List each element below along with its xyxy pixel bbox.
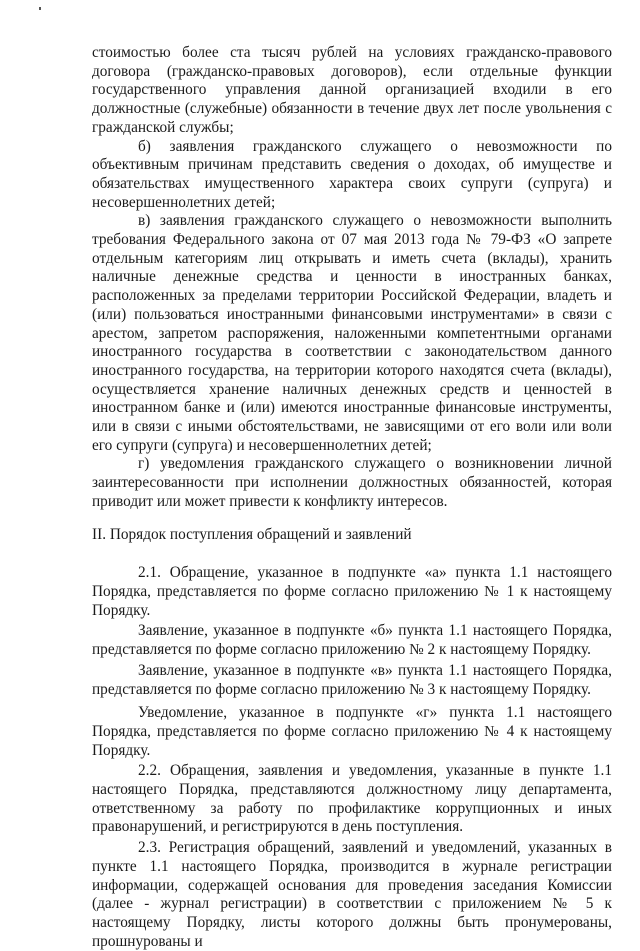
paragraph-b: б) заявления гражданского служащего о невозможности по объективным причинам представить сведения о доходах, об имуществе и обязательствах имущественного характера своих супруги (супруга) и несовершеннолетних детей; — [92, 137, 612, 211]
paragraph-a-continuation: стоимостью более ста тысяч рублей на условиях гражданско-правового договора (гражданско-правовых договоров), если отдельные функции государственного управления данной организацией входили в его должностные (служебные) обязанности в течение двух лет после увольнения с гражданской службы; — [92, 44, 612, 136]
paragraph-2-1-v: Заявление, указанное в подпункте «в» пункта 1.1 настоящего Порядка, представляется по форме согласно приложению № 3 к настоящему Порядку. — [92, 661, 612, 698]
paragraph-2-3: 2.3. Регистрация обращений, заявлений и уведомлений, указанных в пункте 1.1 настоящего Порядка, производится в журнале регистрации информации, содержащей основания для проведения заседания Комиссии (далее - журнал регистрации) в соответствии с приложением № 5 к настоящему Порядку, листы которого должны быть пронумерованы, прошнурованы и — [92, 839, 612, 950]
scan-speck — [39, 7, 41, 10]
document-body — [92, 44, 612, 951]
paragraph-2-2: 2.2. Обращения, заявления и уведомления, указанные в пункте 1.1 настоящего Порядка, представляются должностному лицу департамента, ответственному за работу по профилактике коррупционных и иных правонарушений, и регистрируются в день поступления. — [92, 762, 612, 836]
paragraph-g: г) уведомления гражданского служащего о возникновении личной заинтересованности при исполнении должностных обязанностей, которая приводит или может привести к конфликту интересов. — [92, 455, 612, 510]
section-heading: II. Порядок поступления обращений и заявлений — [92, 525, 412, 543]
paragraph-2-1-g: Уведомление, указанное в подпункте «г» пункта 1.1 настоящего Порядка, представляется по форме согласно приложению № 4 к настоящему Порядку. — [92, 704, 612, 759]
paragraph-2-1-b: Заявление, указанное в подпункте «б» пункта 1.1 настоящего Порядка, представляется по форме согласно приложению № 2 к настоящему Порядку. — [92, 622, 612, 659]
paragraph-v: в) заявления гражданского служащего о невозможности выполнить требования Федерального закона от 07 мая 2013 года № 79-ФЗ «О запрете отдельным категориям лиц открывать и иметь счета (вклады), хранить наличные денежные средства и ценности в иностранных банках, расположенных за пределами территории Российской Федерации, владеть и (или) пользоваться иностранными финансовыми инструментами» в связи с арестом, запретом распоряжения, наложенными компетентными органами иностранного государства в соответствии с законодательством данного иностранного государства, на территории которого находятся счета (вклады), осуществляется хранение наличных денежных средств и ценностей в иностранном банке и (или) имеются иностранные финансовые инструменты, или в связи с иными обстоятельствами, не зависящими от его воли или воли его супруги (супруга) и несовершеннолетних детей; — [92, 212, 612, 454]
paragraph-2-1: 2.1. Обращение, указанное в подпункте «а» пункта 1.1 настоящего Порядка, представляется по форме согласно приложению № 1 к настоящему Порядку. — [92, 564, 612, 619]
